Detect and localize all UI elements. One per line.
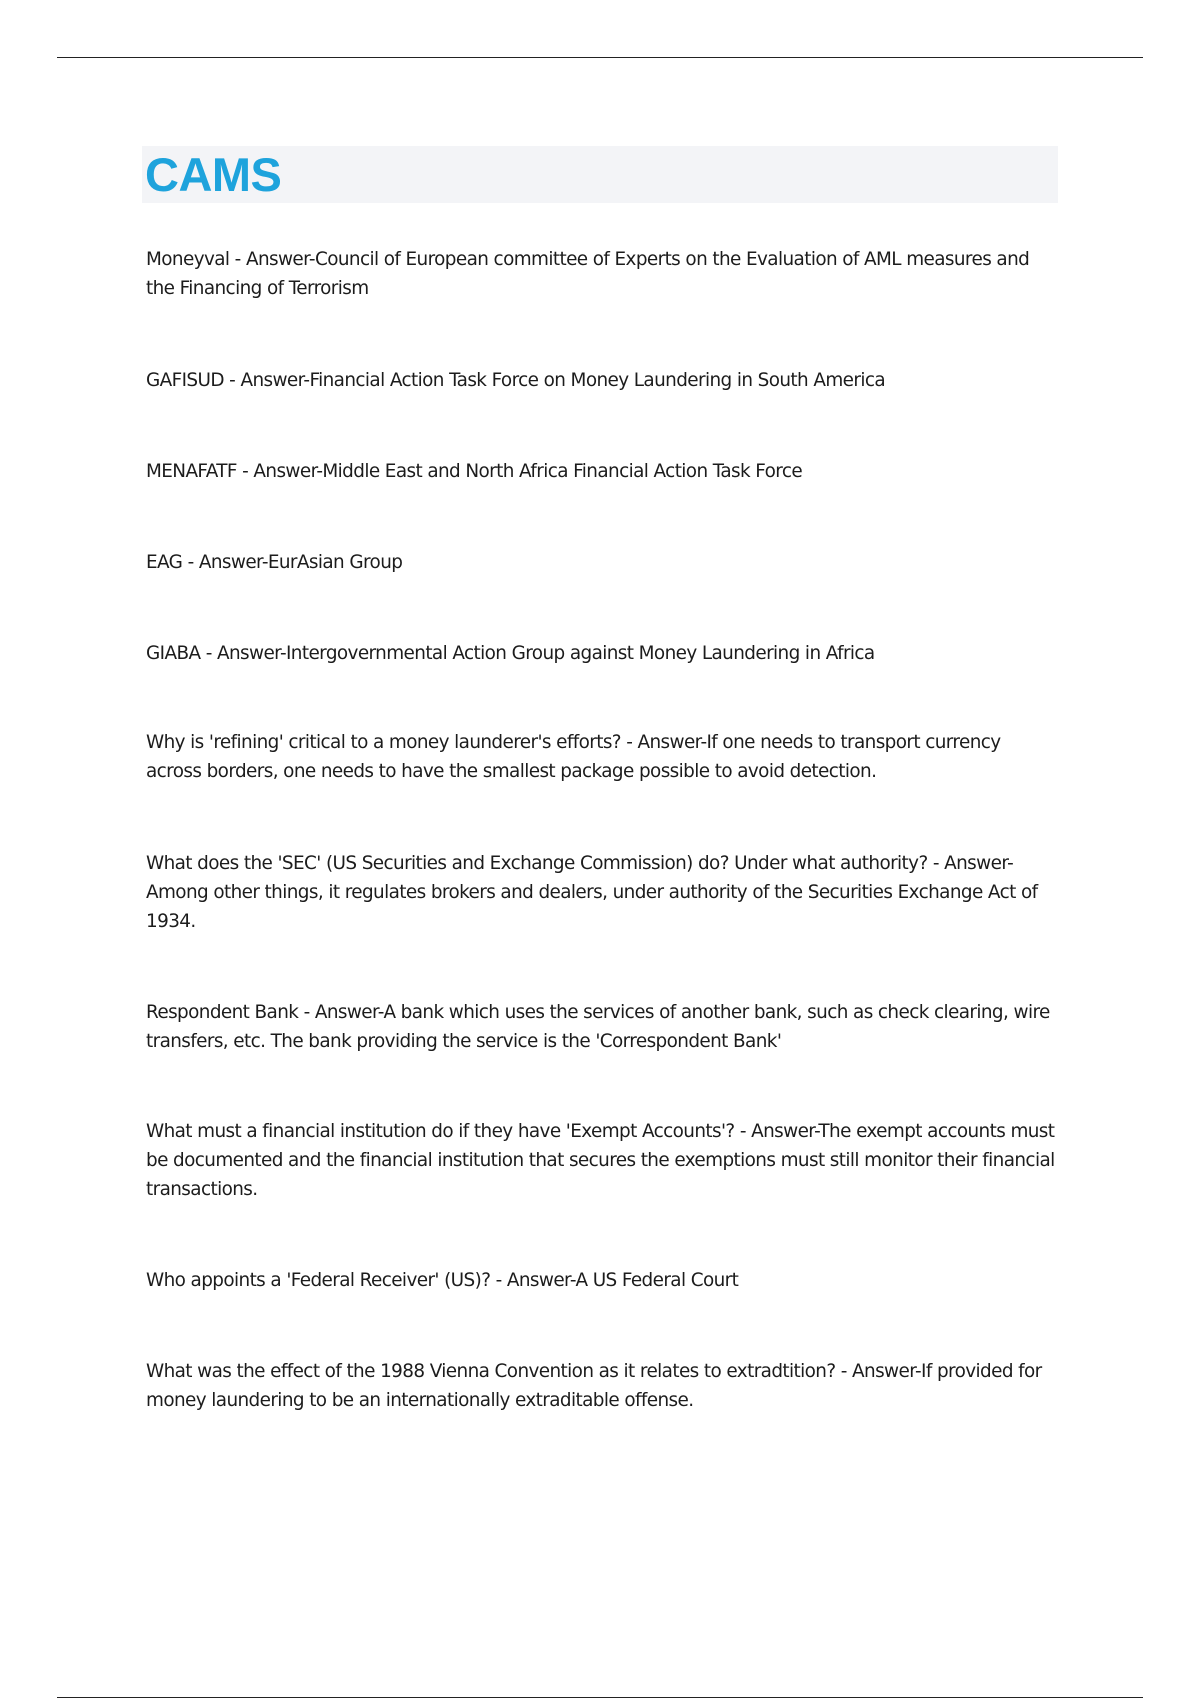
- qa-entry-federal-receiver: Who appoints a 'Federal Receiver' (US)? - Answer-A US Federal Court: [146, 1270, 739, 1291]
- qa-entry-refining: Why is 'refining' critical to a money launderer's efforts? - Answer-If one needs to transport currency across borders, one needs to have the smallest package possible to avoid detection.: [146, 732, 1001, 782]
- qa-entry-gafisud: GAFISUD - Answer-Financial Action Task Force on Money Laundering in South America: [146, 370, 886, 391]
- qa-entry-vienna-convention: What was the effect of the 1988 Vienna Convention as it relates to extradtition? - Answer-If provided for money laundering to be an internationally extraditable offense.: [146, 1361, 1042, 1411]
- qa-entry-moneyval: Moneyval - Answer-Council of European committee of Experts on the Evaluation of AML measures and the Financing of Terrorism: [146, 249, 1030, 299]
- header-rule: [57, 57, 1143, 58]
- qa-entry-eag: EAG - Answer-EurAsian Group: [146, 552, 403, 573]
- qa-entry-giaba: GIABA - Answer-Intergovernmental Action Group against Money Laundering in Africa: [146, 643, 875, 664]
- document-title: CAMS: [145, 148, 282, 201]
- footer-rule: [57, 1697, 1143, 1698]
- qa-entry-respondent-bank: Respondent Bank - Answer-A bank which uses the services of another bank, such as check clearing, wire transfers, etc. The bank providing the service is the 'Correspondent Bank': [146, 1002, 1050, 1052]
- qa-entry-sec: What does the 'SEC' (US Securities and Exchange Commission) do? Under what authority? - Answer-Among other things, it regulates brokers and dealers, under authority of the Securities Exchange Act of 1934.: [146, 853, 1038, 932]
- qa-entry-exempt-accounts: What must a financial institution do if they have 'Exempt Accounts'? - Answer-The exempt accounts must be documented and the financial institution that secures the exemptions must still monitor their financial transactions.: [146, 1121, 1055, 1200]
- title-banner: [142, 146, 1058, 203]
- qa-entry-menafatf: MENAFATF - Answer-Middle East and North Africa Financial Action Task Force: [146, 461, 803, 482]
